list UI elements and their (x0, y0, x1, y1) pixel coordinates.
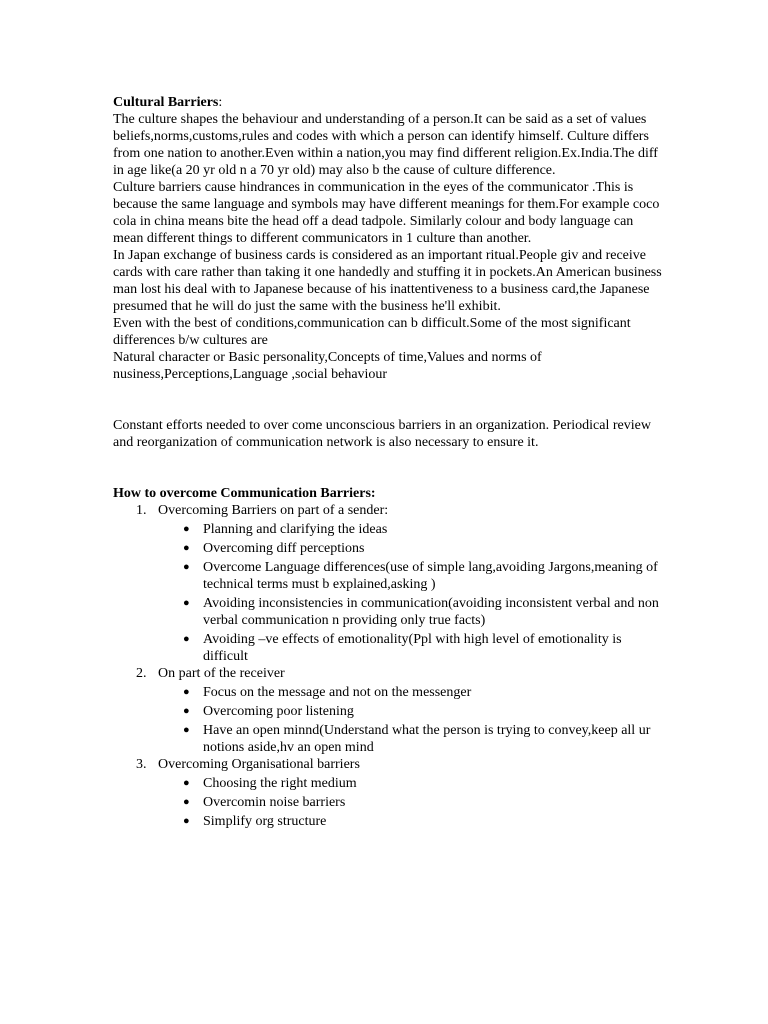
bullet-text: Avoiding inconsistencies in communication(avoiding inconsistent verbal and non verbal communication n providing only true facts) (203, 596, 659, 628)
list-number: 3. (136, 757, 147, 772)
bullet-item (158, 521, 663, 538)
bullet-item (158, 595, 663, 629)
bullet-icon: ● (183, 777, 190, 789)
section-title-suffix: : (218, 95, 223, 110)
bullet-icon: ● (183, 796, 190, 808)
bullet-item (158, 794, 663, 811)
constant-efforts-section (113, 417, 663, 451)
bullet-item (158, 775, 663, 792)
paragraph: Constant efforts needed to over come unconscious barriers in an organization. Periodical review and reorganization of communication network is also necessary to ensure it. (113, 418, 651, 450)
bullet-text: Choosing the right medium (203, 776, 357, 791)
bullet-item (158, 559, 663, 593)
bullet-text: Overcome Language differences(use of simple lang,avoiding Jargons,meaning of technical terms must b explained,asking ) (203, 560, 658, 592)
list-item (113, 756, 663, 830)
section-heading (113, 94, 663, 111)
bullet-text: Simplify org structure (203, 814, 327, 829)
paragraph: Natural character or Basic personality,Concepts of time,Values and norms of nusiness,Perceptions,Language ,social behaviour (113, 350, 542, 382)
bullet-item (158, 540, 663, 557)
cultural-barriers-section (113, 94, 663, 383)
list-number: 1. (136, 503, 147, 518)
bullet-list (158, 684, 663, 756)
bullet-icon: ● (183, 561, 190, 573)
list-item (113, 502, 663, 665)
bullet-item (158, 722, 663, 756)
paragraph: Even with the best of conditions,communication can b difficult.Some of the most significant differences b/w cultures are (113, 316, 631, 348)
bullet-text: Have an open minnd(Understand what the person is trying to convey,keep all ur notions aside,hv an open mind (203, 723, 651, 755)
list-item-label: On part of the receiver (158, 666, 285, 681)
bullet-list (158, 521, 663, 665)
bullet-list (158, 775, 663, 830)
spacer (113, 451, 663, 485)
numbered-list (113, 502, 663, 830)
bullet-icon: ● (183, 542, 190, 554)
bullet-text: Overcoming diff perceptions (203, 541, 365, 556)
paragraph: The culture shapes the behaviour and understanding of a person.It can be said as a set of values beliefs,norms,customs,rules and codes with which a person can identify himself. Culture differs from one nation to another.Even within a nation,you may find different religion.Ex.India.The diff in age like(a 20 yr old n a 70 yr old) may also b the cause of culture difference. (113, 112, 658, 178)
bullet-item (158, 813, 663, 830)
paragraph: Culture barriers cause hindrances in communication in the eyes of the communicator .This is because the same language and symbols may have different meanings for them.For example coco cola in china means bite the head off a dead tadpole. Similarly colour and body language can mean different things to different communicators in 1 culture than another. (113, 180, 660, 246)
spacer (113, 383, 663, 417)
bullet-icon: ● (183, 597, 190, 609)
bullet-icon: ● (183, 705, 190, 717)
bullet-item (158, 631, 663, 665)
document-body (113, 94, 663, 830)
bullet-icon: ● (183, 724, 190, 736)
bullet-text: Overcomin noise barriers (203, 795, 346, 810)
bullet-icon: ● (183, 686, 190, 698)
bullet-icon: ● (183, 815, 190, 827)
bullet-text: Planning and clarifying the ideas (203, 522, 388, 537)
list-item (113, 665, 663, 756)
list-number: 2. (136, 666, 147, 681)
overcome-barriers-section (113, 485, 663, 830)
list-item-label: Overcoming Barriers on part of a sender: (158, 503, 389, 518)
bullet-text: Focus on the message and not on the messenger (203, 685, 472, 700)
list-item-label: Overcoming Organisational barriers (158, 757, 360, 772)
section-title: Cultural Barriers (113, 95, 219, 110)
bullet-item (158, 703, 663, 720)
bullet-text: Avoiding –ve effects of emotionality(Ppl with high level of emotionality is difficult (203, 632, 622, 664)
bullet-item (158, 684, 663, 701)
section-title: How to overcome Communication Barriers: (113, 486, 376, 501)
bullet-icon: ● (183, 523, 190, 535)
paragraph: In Japan exchange of business cards is considered as an important ritual.People giv and receive cards with care rather than taking it one handedly and stuffing it in pockets.An American business man lost his deal with to Japanese because of his inattentiveness to a business card,the Japanese presumed that he will do just the same with the business he'll exhibit. (113, 248, 662, 314)
bullet-text: Overcoming poor listening (203, 704, 354, 719)
bullet-icon: ● (183, 633, 190, 645)
